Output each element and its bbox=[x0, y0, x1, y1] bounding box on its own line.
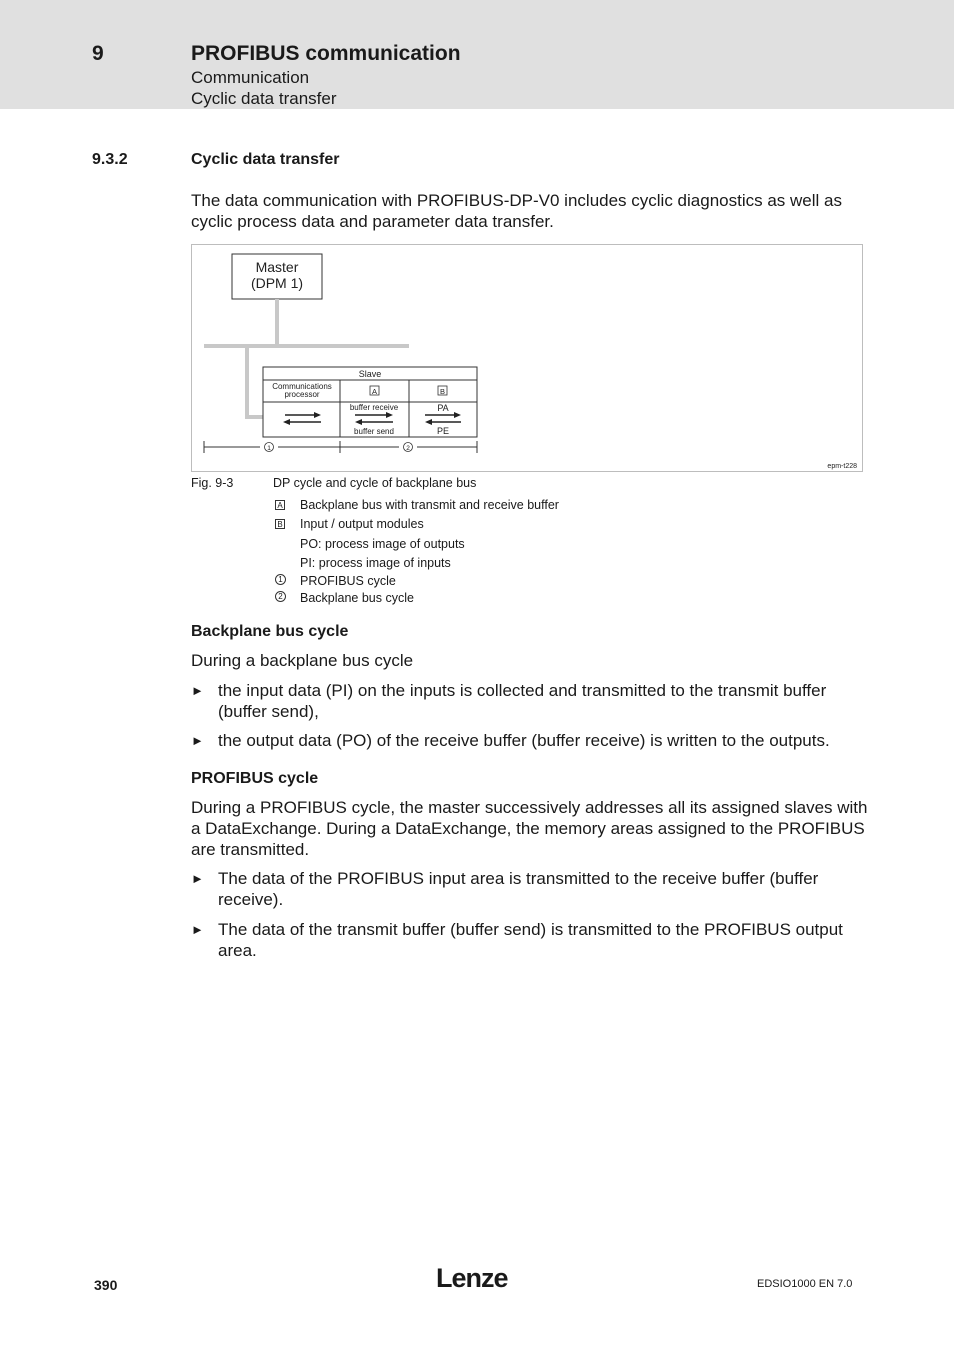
profibus-intro: During a PROFIBUS cycle, the master successively addresses all its assigned slaves with a DataExchange. During a DataExchange, the memory areas assigned to the PROFIBUS are transmitted. bbox=[191, 798, 868, 859]
section-title: Cyclic data transfer bbox=[191, 151, 340, 168]
legend-item bbox=[0, 537, 954, 553]
profibus-heading: PROFIBUS cycle bbox=[191, 770, 319, 787]
slave-drop-line bbox=[245, 348, 249, 418]
master-drop-line bbox=[275, 299, 279, 347]
svg-text:B: B bbox=[439, 387, 446, 396]
header-breadcrumb-2: Cyclic data transfer bbox=[191, 89, 337, 108]
legend-text: PI: process image of inputs bbox=[300, 556, 451, 570]
legend-text: PROFIBUS cycle bbox=[300, 574, 396, 588]
pe-label: PE bbox=[436, 426, 450, 436]
svg-text:2: 2 bbox=[406, 445, 410, 452]
figure-caption-text: DP cycle and cycle of backplane bus bbox=[273, 476, 477, 490]
section-number: 9.3.2 bbox=[92, 151, 128, 168]
legend-text: Backplane bus cycle bbox=[300, 591, 414, 605]
legend-text: PO: process image of outputs bbox=[300, 537, 465, 551]
legend-item bbox=[0, 574, 954, 590]
bullet-arrow-icon: ► bbox=[191, 871, 204, 886]
legend-item bbox=[0, 591, 954, 607]
buffer-receive-label: buffer receive bbox=[349, 403, 399, 412]
bullet-text: The data of the PROFIBUS input area is transmitted to the receive buffer (buffer receive). bbox=[218, 869, 819, 909]
svg-text:A: A bbox=[371, 387, 378, 396]
backplane-intro: During a backplane bus cycle bbox=[191, 651, 414, 670]
legend-text: Input / output modules bbox=[300, 517, 424, 531]
master-label-2: (DPM 1) bbox=[250, 275, 304, 291]
bullet-text: the output data (PO) of the receive buffer (buffer receive) is written to the outputs. bbox=[218, 731, 830, 750]
buffer-send-label: buffer send bbox=[354, 427, 394, 436]
page-header-band bbox=[0, 0, 954, 109]
bullet-arrow-icon: ► bbox=[191, 922, 204, 937]
figure-ref-code: epm-t228 bbox=[827, 463, 857, 470]
dp-cycle-diagram bbox=[192, 245, 864, 473]
legend-key-a: A bbox=[275, 500, 285, 510]
slave-connector bbox=[245, 415, 263, 419]
figure-frame bbox=[191, 244, 863, 472]
backplane-heading: Backplane bus cycle bbox=[191, 623, 349, 640]
cp-label-1: Communications bbox=[272, 382, 332, 391]
legend-key-b: B bbox=[275, 519, 285, 529]
profibus-line bbox=[204, 344, 409, 348]
legend-item bbox=[0, 517, 954, 533]
master-label-1: Master bbox=[255, 259, 299, 275]
document-id: EDSIO1000 EN 7.0 bbox=[757, 1278, 853, 1290]
bullet-arrow-icon: ► bbox=[191, 683, 204, 698]
page-number: 390 bbox=[94, 1277, 118, 1293]
svg-text:1: 1 bbox=[267, 445, 271, 452]
header-breadcrumb-1: Communication bbox=[191, 68, 310, 87]
chapter-number: 9 bbox=[92, 42, 104, 65]
legend-text: Backplane bus with transmit and receive buffer bbox=[300, 498, 559, 512]
lenze-logo: Lenze bbox=[436, 1263, 508, 1293]
legend-item bbox=[0, 498, 954, 514]
bullet-text: the input data (PI) on the inputs is collected and transmitted to the transmit buffer (buffer send), bbox=[218, 681, 827, 721]
legend-item bbox=[0, 556, 954, 572]
slave-label: Slave bbox=[358, 369, 382, 379]
legend-circle-1: 1 bbox=[275, 574, 286, 585]
legend-circle-2: 2 bbox=[275, 591, 286, 602]
chapter-title: PROFIBUS communication bbox=[191, 42, 461, 65]
bullet-arrow-icon: ► bbox=[191, 733, 204, 748]
figure-caption-number: Fig. 9-3 bbox=[191, 476, 234, 490]
cp-label-2: processor bbox=[284, 390, 320, 399]
section-intro: The data communication with PROFIBUS-DP-V0 includes cyclic diagnostics as well as cyclic process data and parameter data transfer. bbox=[191, 191, 842, 231]
bullet-text: The data of the transmit buffer (buffer send) is transmitted to the PROFIBUS output area. bbox=[218, 920, 843, 960]
pa-label: PA bbox=[437, 403, 449, 413]
